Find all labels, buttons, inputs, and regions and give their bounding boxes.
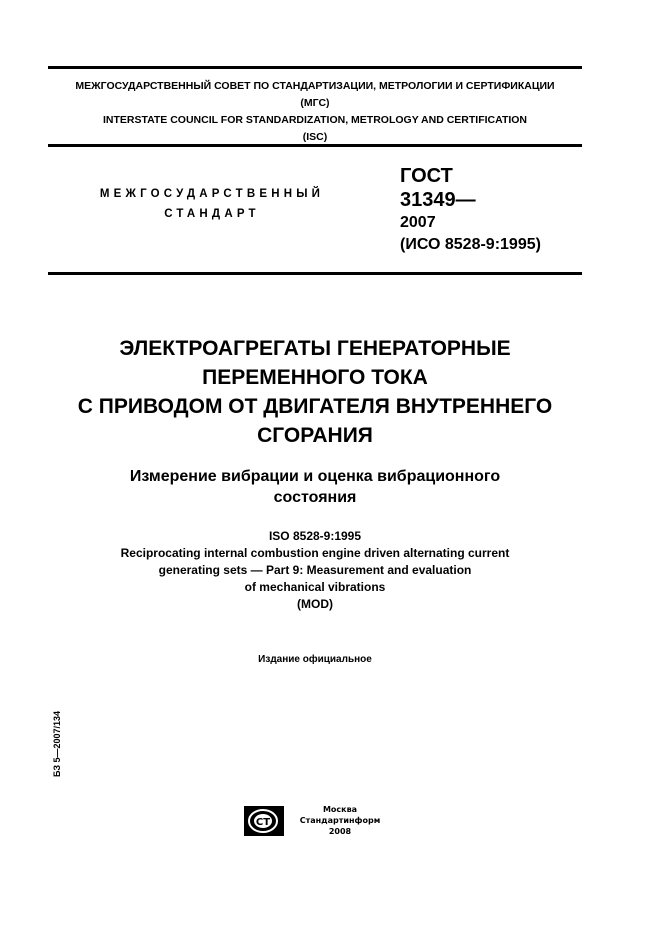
standard-label-line1: МЕЖГОСУДАРСТВЕННЫЙ <box>99 188 325 200</box>
subtitle-line: состояния <box>273 489 357 506</box>
iso-title-line: generating sets — Part 9: Measurement and evaluation <box>158 563 472 577</box>
standard-label-line2: СТАНДАРТ <box>164 208 260 220</box>
title-line: ЭЛЕКТРОАГРЕГАТЫ ГЕНЕРАТОРНЫЕ <box>119 337 511 360</box>
title-line: СГОРАНИЯ <box>257 424 373 447</box>
header-rule <box>48 144 582 147</box>
council-abbr-en: (ISC) <box>302 131 328 143</box>
title-line: С ПРИВОДОМ ОТ ДВИГАТЕЛЯ ВНУТРЕННЕГО <box>77 395 553 418</box>
iso-reference-block <box>30 528 600 613</box>
designation-title: ГОСТ <box>400 165 453 187</box>
catalog-code: БЗ 5—2007/134 <box>52 710 62 777</box>
council-name-en: INTERSTATE COUNCIL FOR STANDARDIZATION, METROLOGY AND CERTIFICATION <box>102 114 528 126</box>
publisher-info <box>290 804 390 837</box>
council-header <box>40 78 590 146</box>
title-line: ПЕРЕМЕННОГО ТОКА <box>202 366 428 389</box>
iso-number: ISO 8528-9:1995 <box>268 529 362 543</box>
designation-number: 31349— <box>400 189 476 211</box>
subtitle-line: Измерение вибрации и оценка вибрационного <box>129 468 501 485</box>
top-rule <box>48 66 582 69</box>
logo-letters: СТ <box>255 817 271 828</box>
iso-title-line: Reciprocating internal combustion engine driven alternating current <box>120 546 510 560</box>
publisher-year: 2008 <box>328 827 352 836</box>
publisher-name: Стандартинформ <box>299 816 381 825</box>
council-abbr-ru: (МГС) <box>300 97 330 109</box>
iso-title-line: of mechanical vibrations <box>244 580 386 594</box>
publisher-block <box>244 804 404 840</box>
standard-label <box>72 184 352 224</box>
designation-rule <box>48 272 582 275</box>
iso-modification: (MOD) <box>297 597 333 611</box>
designation-iso-ref: (ИСО 8528-9:1995) <box>400 236 541 253</box>
publisher-city: Москва <box>322 805 358 814</box>
document-title <box>30 334 600 450</box>
document-subtitle <box>30 466 600 508</box>
council-name-ru: МЕЖГОСУДАРСТВЕННЫЙ СОВЕТ ПО СТАНДАРТИЗАЦИИ, МЕТРОЛОГИИ И СЕРТИФИКАЦИИ <box>75 80 555 92</box>
edition-note: Издание официальное <box>258 654 372 665</box>
logo-graphic <box>244 804 284 838</box>
standartinform-logo-icon <box>244 804 284 838</box>
standard-designation <box>400 164 600 256</box>
designation-year: 2007 <box>400 214 436 231</box>
